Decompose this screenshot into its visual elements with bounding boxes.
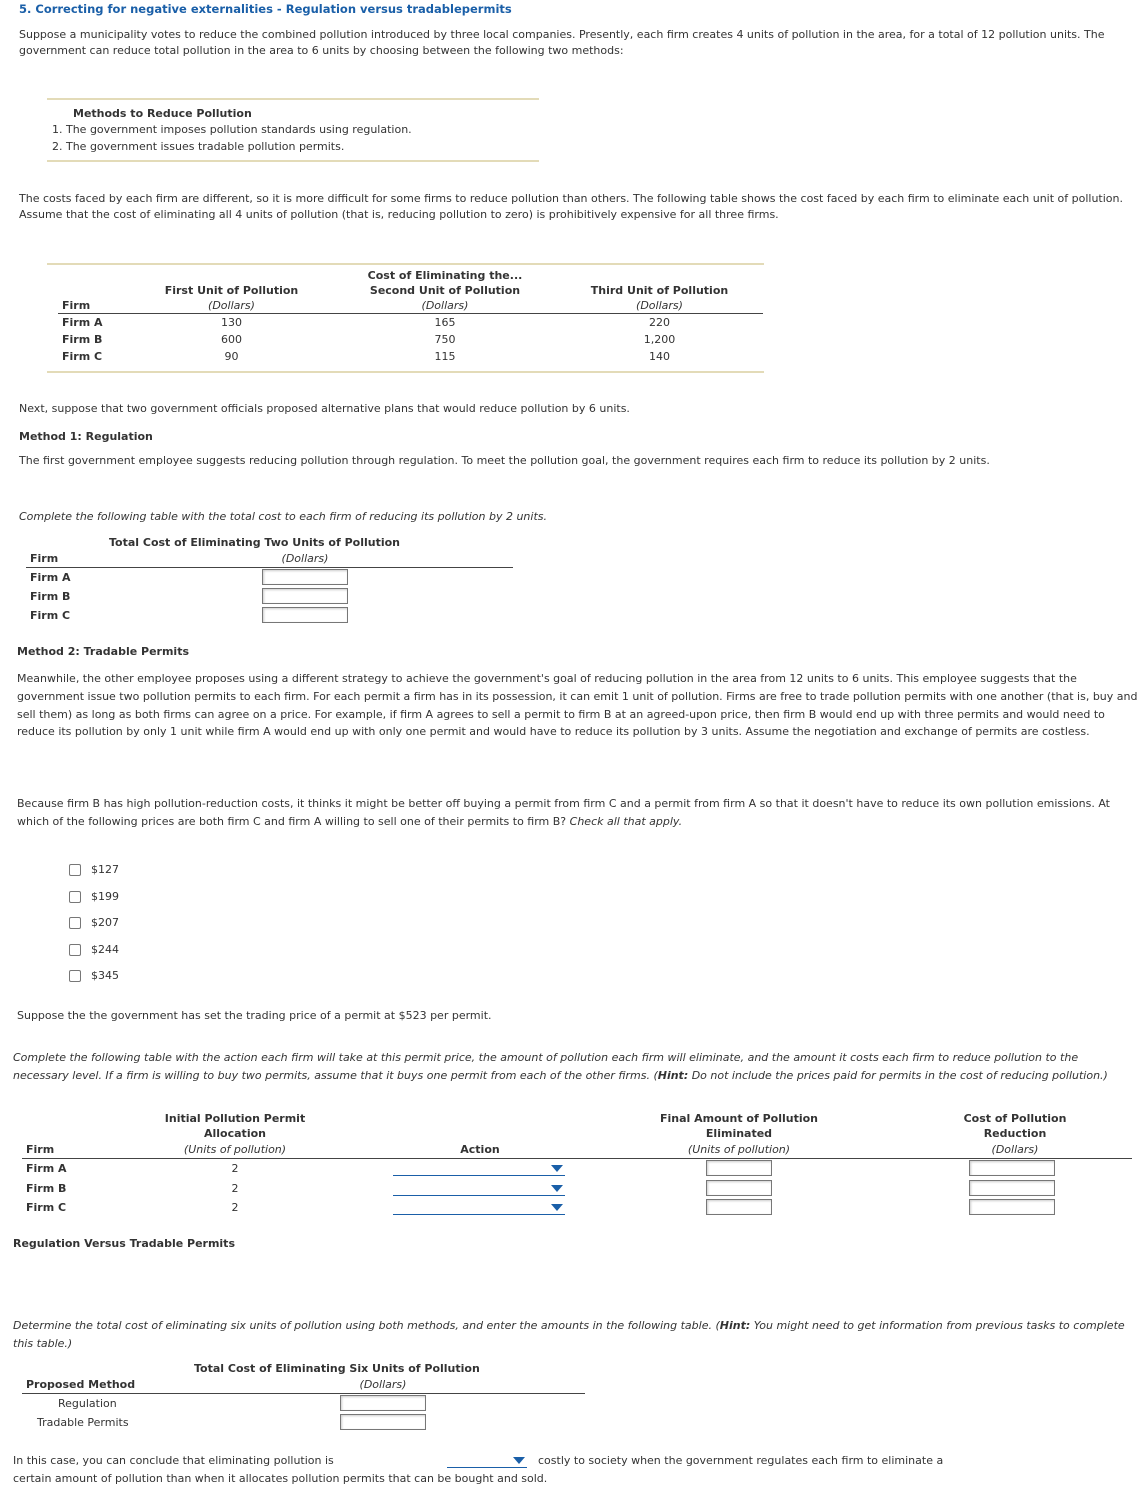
next-text: Next, suppose that two government officials proposed alternative plans that would reduce pollution by 6 units.: [19, 402, 630, 415]
intro-text: Suppose a municipality votes to reduce the combined pollution introduced by three local companies. Presently, each firm creates 4 units of pollution in the area, for a total of 12 pollution units. The government can reduce total pollution in the area to 6 units by choosing between the following two methods:: [19, 28, 1105, 57]
initial-permits: 2: [231, 1201, 239, 1214]
divider: [47, 98, 539, 100]
question-title: 5. Correcting for negative externalities - Regulation versus tradablepermits: [19, 2, 512, 16]
firm-label: Firm B: [26, 1182, 67, 1195]
col-unit: (Dollars): [636, 299, 683, 312]
col-header: Allocation: [204, 1127, 266, 1140]
hint-label: Hint:: [657, 1068, 689, 1082]
method2-text: Meanwhile, the other employee proposes using a different strategy to achieve the government's goal of reducing pollution in the area from 12 units to 6 units. This employee suggests that the government issue two pollution permits to each firm. For each permit a firm has in its possession, it can emit 1 unit of pollution. Firms are free to trade pollution permits with one another (that is, buy and sell them) as long as both firms can agree on a price. For example, if firm A agrees to sell a permit to firm B at an agreed-upon price, then firm B would end up with three permits and would need to reduce its pollution by only 1 unit while firm A would end up with only one permit and would have to reduce its pollution by 3 units. Assume the negotiation and exchange of permits are costless.: [17, 672, 1138, 739]
conclusion-line-1: [13, 1452, 334, 1470]
firm-c-cost-input[interactable]: [969, 1199, 1055, 1215]
chevron-down-icon: [513, 1457, 525, 1464]
firm-a-eliminated-input[interactable]: [706, 1160, 772, 1176]
chevron-down-icon: [551, 1185, 563, 1192]
option-label[interactable]: $127: [91, 863, 119, 876]
divider: [47, 263, 764, 265]
firm-c-eliminated-input[interactable]: [706, 1199, 772, 1215]
method2-heading: Method 2: Tradable Permits: [17, 645, 189, 658]
table-rule: [22, 1393, 585, 1394]
option-checkbox[interactable]: [69, 917, 81, 929]
cost-value: 750: [434, 333, 456, 346]
col-header: Second Unit of Pollution: [369, 284, 521, 297]
method-header: Proposed Method: [26, 1378, 136, 1391]
instruction-text: You might need to get information from previous tasks to complete this table.): [13, 1319, 1125, 1350]
chevron-down-icon: [551, 1204, 563, 1211]
firm-label: Firm C: [62, 350, 103, 363]
table-rule: [22, 1158, 1132, 1159]
table-rule: [26, 567, 513, 568]
method-label: Regulation: [58, 1397, 117, 1410]
cost-intro-text: The costs faced by each firm are different, so it is more difficult for some firms to reduce pollution than others. The following table shows the cost faced by each firm to eliminate each unit of pollution. Assume that the cost of eliminating all 4 units of pollution (that is, reducing pollution to zero) is prohibitively expensive for all three firms.: [19, 192, 1124, 221]
firm-label: Firm A: [62, 316, 103, 329]
permit-question-text: Because firm B has high pollution-reduction costs, it thinks it might be better off buying a permit from firm C and a permit from firm A so that it doesn't have to reduce its own pollution emissions. At which of the following prices are both firm C and firm A willing to sell one of their permits to firm B?: [17, 797, 1110, 828]
method-item: 1. The government imposes pollution standards using regulation.: [52, 123, 412, 136]
reg-table-header: Total Cost of Eliminating Two Units of Pollution: [109, 536, 401, 549]
firm-b-eliminated-input[interactable]: [706, 1180, 772, 1196]
firm-b-action-dropdown[interactable]: [393, 1180, 565, 1196]
col-header: Initial Pollution Permit: [164, 1112, 306, 1125]
option-label[interactable]: $199: [91, 890, 119, 903]
firm-label: Firm A: [30, 571, 71, 584]
firm-c-reg-cost-input[interactable]: [262, 607, 348, 623]
method-item: 2. The government issues tradable pollution permits.: [52, 140, 345, 153]
cost-value: 165: [434, 316, 456, 329]
firm-label: Firm B: [30, 590, 71, 603]
firm-label: Firm C: [26, 1201, 67, 1214]
comparison-heading: Regulation Versus Tradable Permits: [13, 1237, 235, 1250]
regulation-total-input[interactable]: [340, 1395, 426, 1411]
col-header: Third Unit of Pollution: [590, 284, 729, 297]
comparison-table-unit: (Dollars): [359, 1378, 407, 1391]
cost-value: 130: [221, 316, 242, 329]
permit-table-instruction: [13, 1049, 1135, 1084]
cost-value: 115: [434, 350, 456, 363]
cost-table-super-header: Cost of Eliminating the...: [367, 269, 523, 282]
comparison-table-header: Total Cost of Eliminating Six Units of Pollution: [194, 1362, 480, 1375]
divider: [47, 371, 764, 373]
hint-label: Hint:: [719, 1319, 751, 1332]
cost-value: 90: [224, 350, 239, 363]
firm-header: Firm: [62, 299, 91, 312]
option-label[interactable]: $345: [91, 969, 119, 982]
divider: [47, 160, 539, 162]
firm-a-action-dropdown[interactable]: [393, 1160, 565, 1176]
option-checkbox[interactable]: [69, 970, 81, 982]
permit-question-hint: Check all that apply.: [569, 815, 683, 828]
initial-permits: 2: [231, 1182, 239, 1195]
cost-value: 140: [649, 350, 670, 363]
firm-header: Firm: [26, 1143, 55, 1156]
firm-label: Firm B: [62, 333, 103, 346]
instruction-text: Determine the total cost of eliminating six units of pollution using both methods, and enter the amounts in the following table. (: [13, 1319, 720, 1332]
instruction-text: Complete the following table with the action each firm will take at this permit price, the amount of pollution each firm will eliminate, and the amount it costs each firm to reduce pollution to the necessary level. If a firm is willing to buy two permits, assume that it buys one permit from each of the other firms. (: [13, 1051, 1079, 1082]
cost-value: 220: [649, 316, 670, 329]
chevron-down-icon: [551, 1165, 563, 1172]
initial-permits: 2: [231, 1162, 239, 1175]
col-unit: (Units of pollution): [687, 1143, 791, 1156]
col-unit: (Dollars): [208, 299, 255, 312]
col-header: Final Amount of Pollution: [659, 1112, 818, 1125]
col-unit: (Dollars): [991, 1143, 1039, 1156]
col-header: First Unit of Pollution: [164, 284, 299, 297]
firm-header: Firm: [30, 552, 59, 565]
col-unit: (Dollars): [421, 299, 469, 312]
permits-total-input[interactable]: [340, 1414, 426, 1430]
method-label: Tradable Permits: [37, 1416, 129, 1429]
table-rule: [58, 313, 763, 314]
firm-a-cost-input[interactable]: [969, 1160, 1055, 1176]
cost-value: 600: [221, 333, 242, 346]
col-header: Cost of Pollution: [963, 1112, 1067, 1125]
col-header: Reduction: [983, 1127, 1047, 1140]
col-header: Action: [460, 1143, 500, 1156]
reg-table-unit: (Dollars): [281, 552, 329, 565]
firm-b-cost-input[interactable]: [969, 1180, 1055, 1196]
cost-value: 1,200: [643, 333, 676, 346]
method1-text: The first government employee suggests reducing pollution through regulation. To meet the pollution goal, the government requires each firm to reduce its pollution by 2 units.: [19, 454, 990, 467]
firm-b-reg-cost-input[interactable]: [262, 588, 348, 604]
price-text: Suppose the the government has set the trading price of a permit at $523 per permit.: [17, 1009, 492, 1022]
methods-heading: Methods to Reduce Pollution: [73, 107, 252, 120]
method1-heading: Method 1: Regulation: [19, 430, 153, 443]
method1-instruction: Complete the following table with the total cost to each firm of reducing its pollution by 2 units.: [19, 510, 547, 523]
conclusion-text: costly to society when the government regulates each firm to eliminate a: [538, 1454, 944, 1467]
conclusion-text: certain amount of pollution than when it allocates pollution permits that can be bought and sold.: [13, 1472, 548, 1485]
firm-label: Firm A: [26, 1162, 67, 1175]
col-unit: (Units of pollution): [183, 1143, 287, 1156]
option-label[interactable]: $244: [91, 943, 119, 956]
option-checkbox[interactable]: [69, 944, 81, 956]
option-checkbox[interactable]: [69, 864, 81, 876]
col-header: Eliminated: [705, 1127, 773, 1140]
firm-c-action-dropdown[interactable]: [393, 1199, 565, 1215]
comparison-instruction: [13, 1317, 1133, 1352]
permit-question: [17, 795, 1127, 831]
firm-label: Firm C: [30, 609, 71, 622]
conclusion-dropdown[interactable]: [447, 1452, 527, 1468]
instruction-text: Do not include the prices paid for permits in the cost of reducing pollution.): [688, 1068, 1108, 1082]
option-label[interactable]: $207: [91, 916, 119, 929]
conclusion-text: In this case, you can conclude that eliminating pollution is: [13, 1454, 334, 1467]
firm-a-reg-cost-input[interactable]: [262, 569, 348, 585]
option-checkbox[interactable]: [69, 891, 81, 903]
